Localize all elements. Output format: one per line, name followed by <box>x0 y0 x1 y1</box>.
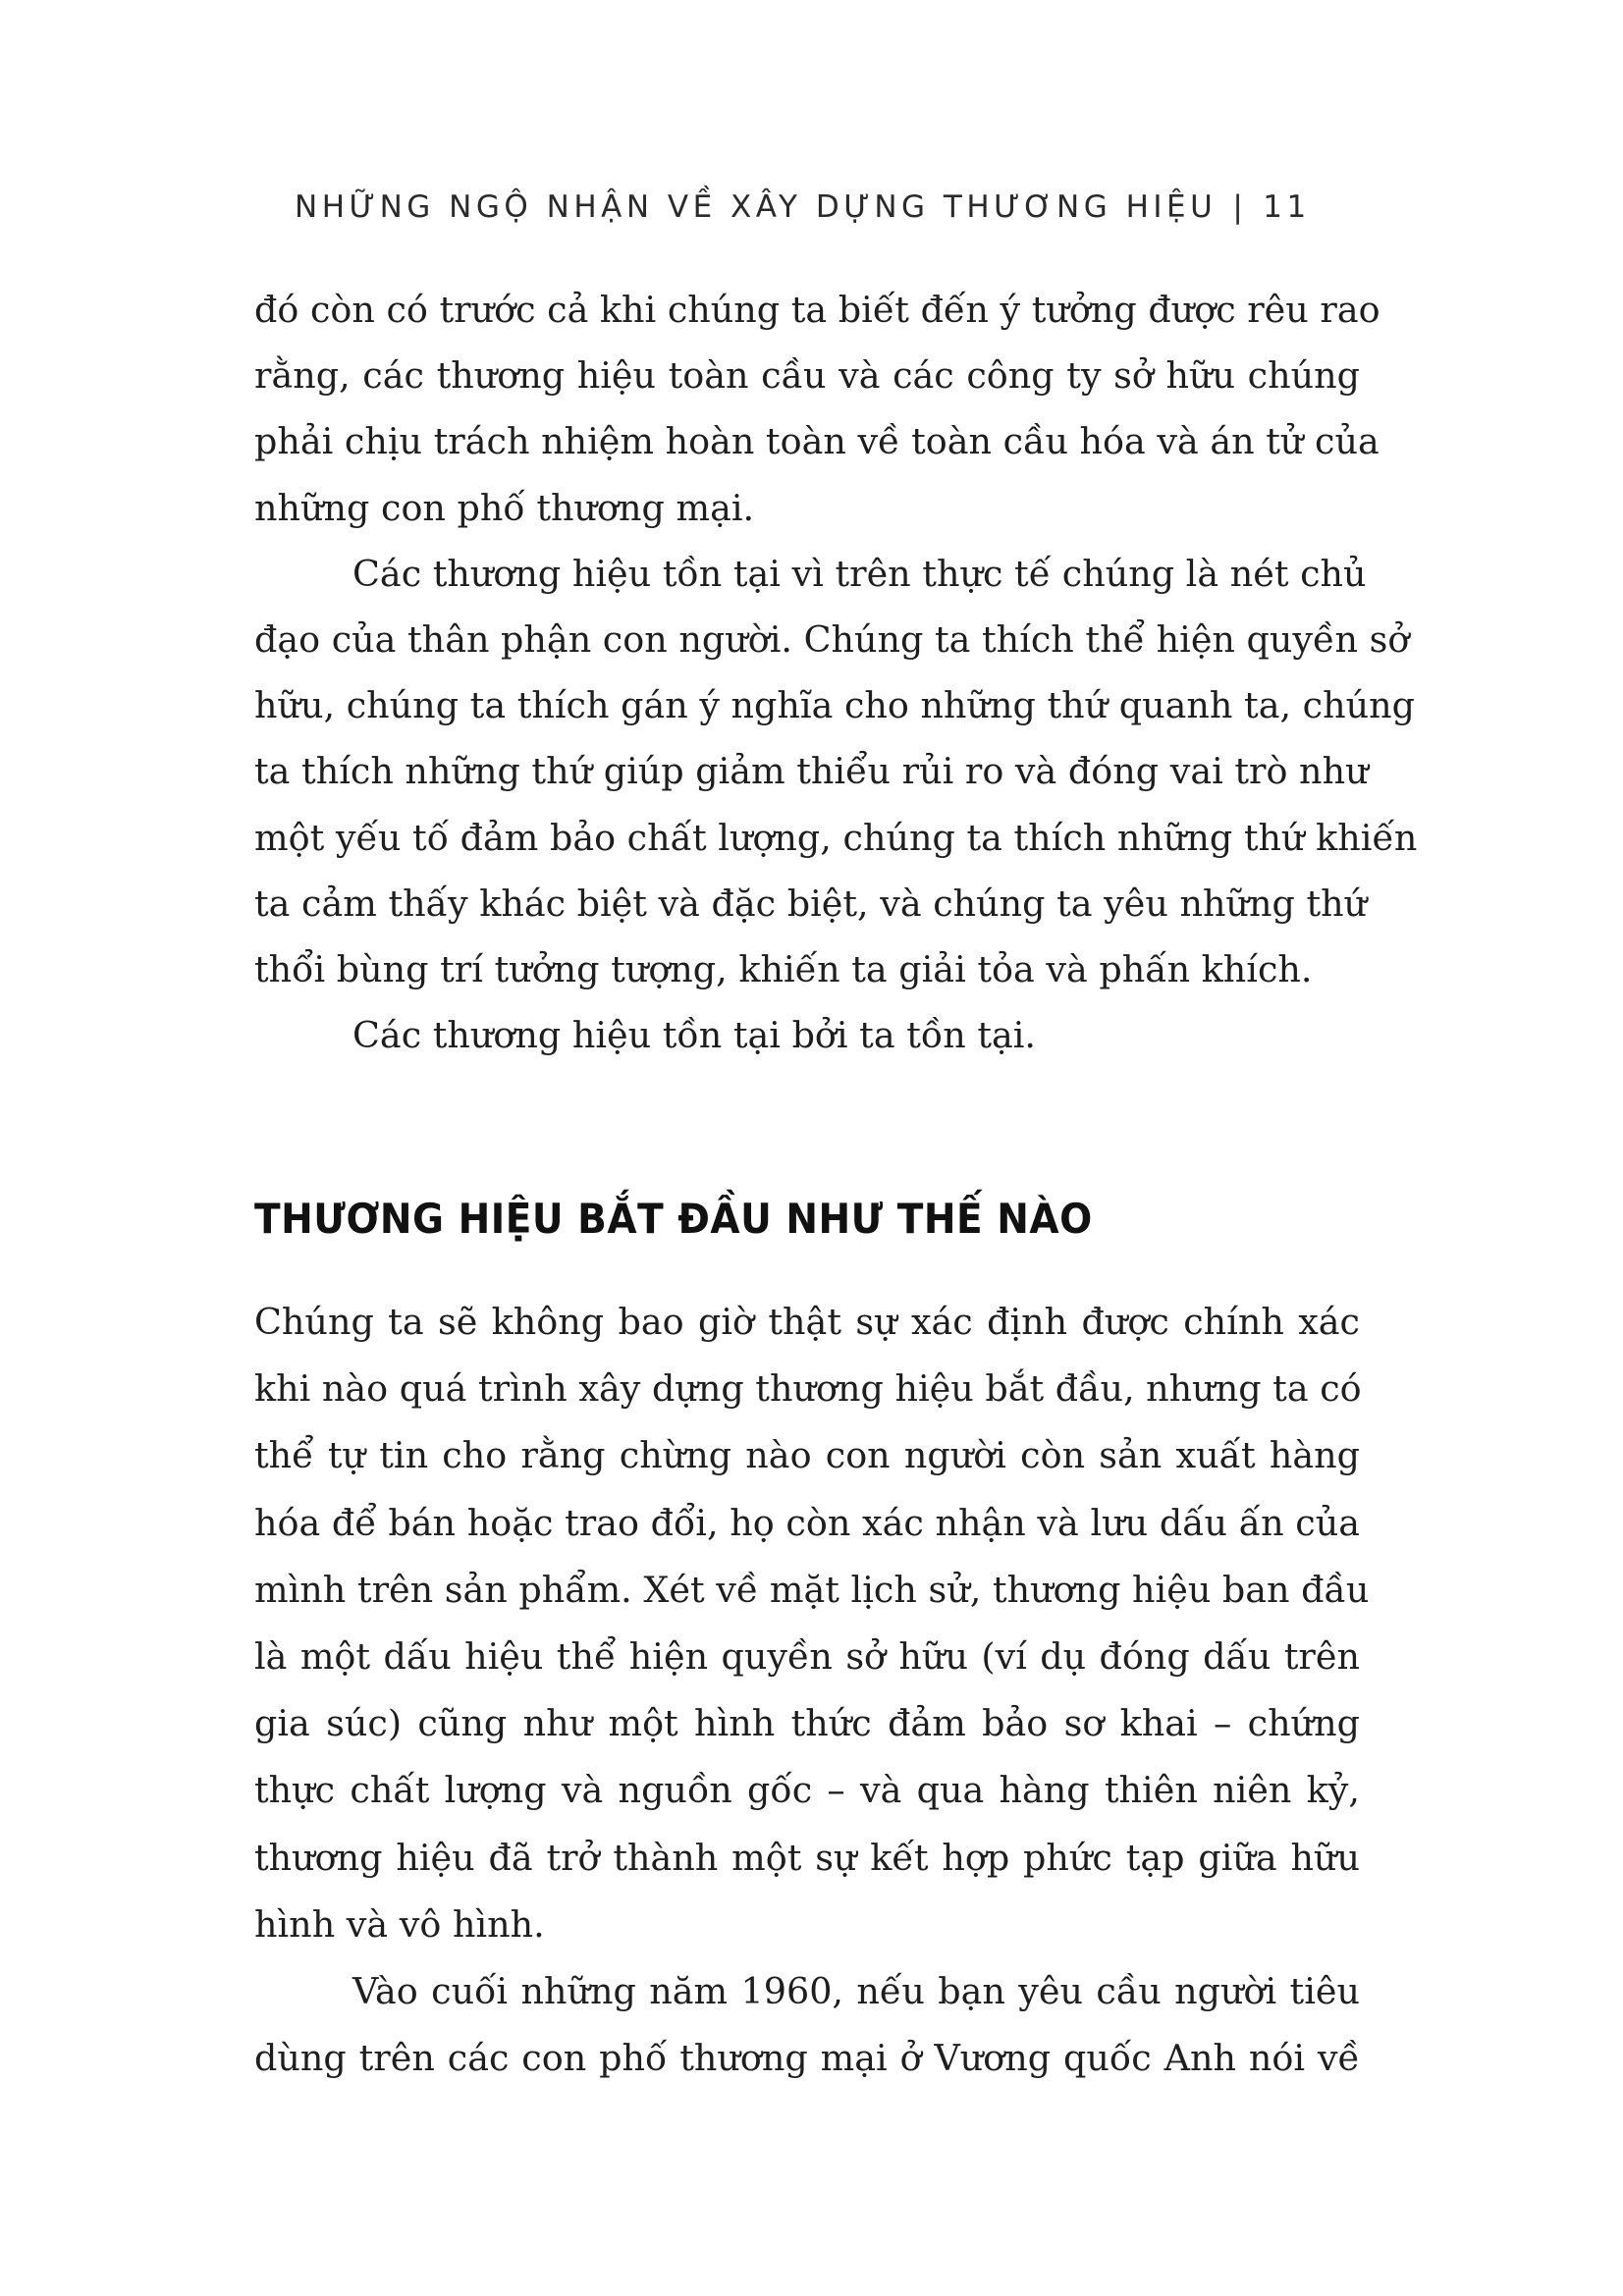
chapter-title: NHỮNG NGỘ NHẬN VỀ XÂY DỰNG THƯƠNG HIỆU <box>295 189 1217 225</box>
text-line: thổi bùng trí tưởng tượng, khiến ta giải tỏa và phấn khích. <box>254 947 1313 990</box>
text-line: khi nào quá trình xây dựng thương hiệu bắt đầu, nhưng ta có <box>254 1367 1362 1411</box>
text-line: thực chất lượng và nguồn gốc – và qua hàng thiên niên kỷ, <box>254 1769 1360 1812</box>
text-line: ta thích những thứ giúp giảm thiểu rủi ro và đóng vai trò như <box>254 750 1369 793</box>
section-heading: THƯƠNG HIỆU BẮT ĐẦU NHƯ THẾ NÀO <box>254 1196 1093 1244</box>
text-line: hữu, chúng ta thích gán ý nghĩa cho những thứ quanh ta, chúng <box>254 684 1415 727</box>
text-line: Các thương hiệu tồn tại vì trên thực tế chúng là nét chủ <box>352 552 1367 595</box>
text-line: rằng, các thương hiệu toàn cầu và các công ty sở hữu chúng <box>254 354 1360 398</box>
text-line: dùng trên các con phố thương mại ở Vương quốc Anh nói về <box>254 2037 1360 2080</box>
section1-text <box>254 277 1418 1068</box>
page-number: 11 <box>1263 189 1311 225</box>
text-line: hình và vô hình. <box>254 1902 545 1946</box>
text-line: thể tự tin cho rằng chừng nào con người còn sản xuất hàng <box>254 1434 1360 1477</box>
text-line: Các thương hiệu tồn tại bởi ta tồn tại. <box>352 1014 1037 1057</box>
running-header <box>295 189 1311 225</box>
text-line: thương hiệu đã trở thành một sự kết hợp phức tạp giữa hữu <box>254 1836 1360 1879</box>
text-line: những con phố thương mại. <box>254 486 755 529</box>
text-line: phải chịu trách nhiệm hoàn toàn về toàn cầu hóa và án tử của <box>254 420 1380 463</box>
text-line: mình trên sản phẩm. Xét về mặt lịch sử, thương hiệu ban đầu <box>254 1568 1370 1611</box>
text-line: đó còn có trước cả khi chúng ta biết đến ý tưởng được rêu rao <box>254 289 1380 331</box>
text-line: ta cảm thấy khác biệt và đặc biệt, và chúng ta yêu những thứ <box>254 881 1368 925</box>
text-line: hóa để bán hoặc trao đổi, họ còn xác nhận và lưu dấu ấn của <box>254 1501 1360 1544</box>
header-separator: | <box>1232 189 1248 225</box>
text-line: Vào cuối những năm 1960, nếu bạn yêu cầu người tiêu <box>352 1969 1360 2012</box>
text-line: gia súc) cũng như một hình thức đảm bảo sơ khai – chứng <box>254 1702 1360 1745</box>
text-line: đạo của thân phận con người. Chúng ta thích thể hiện quyền sở <box>254 617 1410 661</box>
section2-text <box>254 1289 1370 2092</box>
text-line: một yếu tố đảm bảo chất lượng, chúng ta thích những thứ khiến <box>254 816 1418 859</box>
text-line: là một dấu hiệu thể hiện quyền sở hữu (ví dụ đóng dấu trên <box>254 1634 1360 1678</box>
text-line: Chúng ta sẽ không bao giờ thật sự xác định được chính xác <box>254 1301 1360 1343</box>
